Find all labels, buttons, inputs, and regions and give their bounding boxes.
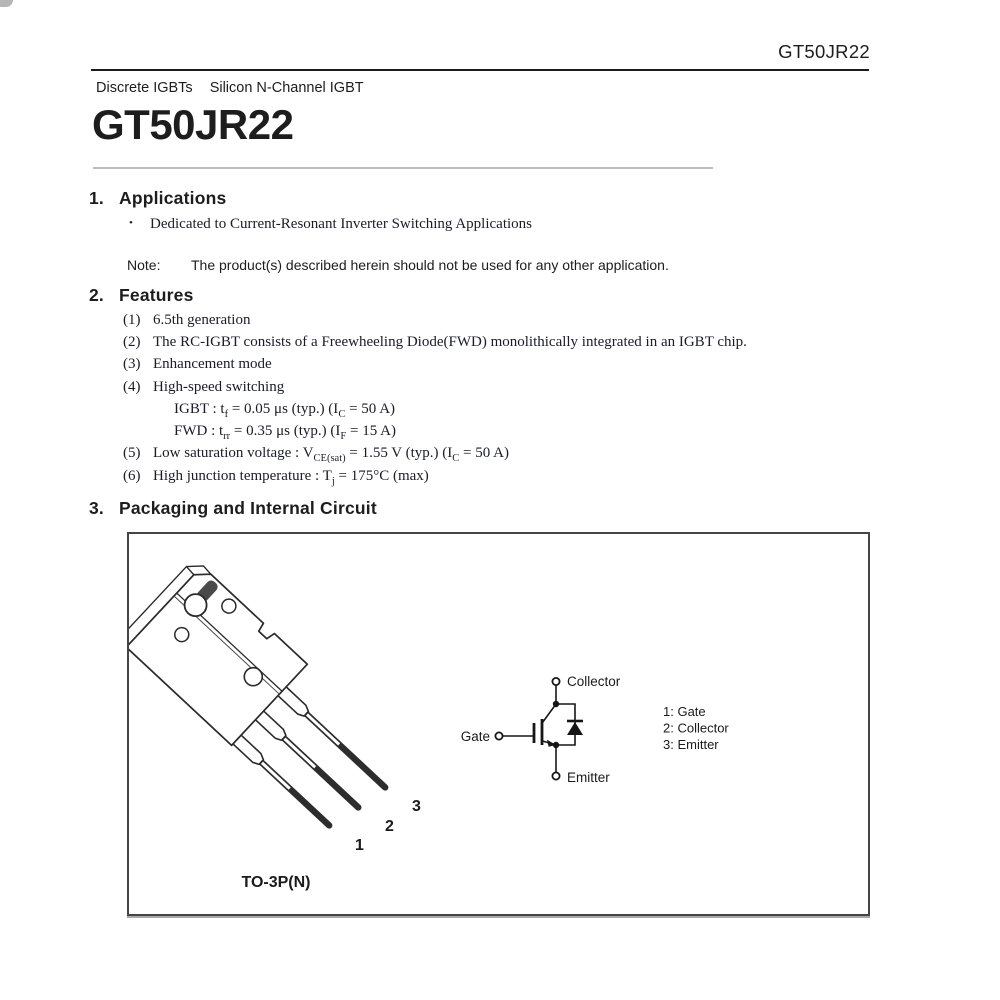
part-number-title: GT50JR22 xyxy=(92,101,294,148)
feature-text: FWD : $t_{rr} = 0.35$ μs (typ.) ($I_F = 15$ A) xyxy=(174,423,396,442)
feature-text: Enhancement mode xyxy=(153,356,272,372)
diode-triangle xyxy=(567,722,583,735)
section-title: Features xyxy=(119,285,194,305)
legend-collector: 2: Collector xyxy=(663,720,729,736)
title-divider-rule xyxy=(93,167,713,169)
product-family: Silicon N-Channel IGBT xyxy=(209,80,364,96)
lead-2 xyxy=(254,710,362,812)
note-label: Note: xyxy=(127,257,161,273)
header-rule xyxy=(91,69,869,71)
product-subtitle xyxy=(96,80,364,96)
packaging-figure-svg xyxy=(129,534,868,914)
feature-number: (6) xyxy=(123,468,141,484)
section-features-heading xyxy=(89,285,194,306)
gate-label: Gate xyxy=(460,729,490,744)
section-title: Packaging and Internal Circuit xyxy=(119,498,377,518)
applications-note xyxy=(127,257,669,273)
bullet-text: Dedicated to Current-Resonant Inverter Switching Applications xyxy=(150,216,532,232)
feature-number: (2) xyxy=(123,334,141,350)
fwd-diode-branch xyxy=(556,704,583,745)
product-category: Discrete IGBTs xyxy=(96,80,193,96)
package-name: TO-3P(N) xyxy=(241,874,311,891)
feature-text: Low saturation voltage : $V_{CE(sat)} = 1.55$ V (typ.) ($I_C = 50$ A) xyxy=(153,445,509,464)
bullet-icon: • xyxy=(129,217,133,229)
section-number: 1. xyxy=(89,188,104,208)
igbt-symbol xyxy=(534,704,556,747)
gate-terminal xyxy=(495,732,502,739)
igbt-collector-arm xyxy=(543,704,557,723)
package-body xyxy=(129,566,307,745)
feature-line xyxy=(123,379,284,396)
feature-line xyxy=(123,334,747,351)
note-text: The product(s) described herein should not be used for any other application. xyxy=(191,257,669,273)
pin-label-3: 3 xyxy=(412,798,421,815)
feature-subline-fwd xyxy=(174,423,396,440)
diode-wire xyxy=(556,704,575,745)
lead-1 xyxy=(232,734,334,830)
emitter-terminal xyxy=(552,772,559,779)
feature-line xyxy=(123,312,250,329)
legend-gate: 1: Gate xyxy=(663,704,706,719)
legend-emitter: 3: Emitter xyxy=(663,737,719,752)
section-title: Applications xyxy=(119,188,227,208)
scan-artifact xyxy=(0,0,13,7)
packaging-figure xyxy=(127,532,870,916)
feature-text: High junction temperature : $T_j = 175^\circ C$ (max) xyxy=(153,468,429,487)
section-packaging-heading xyxy=(89,498,377,519)
lead-3 xyxy=(277,686,390,792)
emitter-label: Emitter xyxy=(567,770,610,785)
feature-text: High-speed switching xyxy=(153,379,285,395)
feature-text: The RC-IGBT consists of a Freewheeling Diode(FWD) monolithically integrated in an IGBT chip. xyxy=(153,334,747,350)
section-number: 3. xyxy=(89,498,104,518)
feature-line xyxy=(123,468,429,485)
feature-line xyxy=(123,445,509,462)
package-drawing xyxy=(129,558,411,842)
feature-text: IGBT : $t_f = 0.05$ μs (typ.) ($I_C = 50$ A) xyxy=(174,401,396,420)
feature-number: (1) xyxy=(123,312,141,328)
feature-text: 6.5th generation xyxy=(153,312,251,328)
feature-number: (5) xyxy=(123,445,141,461)
feature-number: (4) xyxy=(123,379,141,395)
internal-circuit xyxy=(495,678,583,780)
feature-line xyxy=(123,356,272,373)
pin-legend xyxy=(663,704,729,752)
feature-number: (3) xyxy=(123,356,141,372)
applications-bullet xyxy=(129,216,532,233)
pin-label-1: 1 xyxy=(355,837,364,854)
feature-subline-igbt xyxy=(174,401,395,418)
section-applications-heading xyxy=(89,188,226,209)
page-header-model: GT50JR22 xyxy=(778,41,870,62)
section-number: 2. xyxy=(89,285,104,305)
pin-label-2: 2 xyxy=(385,818,394,835)
collector-label: Collector xyxy=(567,674,621,689)
collector-terminal xyxy=(552,678,559,685)
